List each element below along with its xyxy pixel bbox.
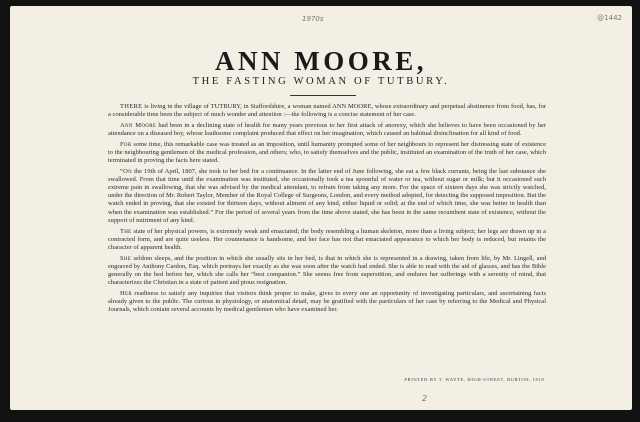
paragraph-text: seldom sleeps, and the position in which she usually sits in her bed, is that in which she is represented in a drawing, taken from life, by Mr. Lingell, and engraved by Anthony Cardon, Esq. which portrays her exactly as she was soon after the watch had ended. She is able to read with the aid of glasses, and has the Bible generally on the bed before her, which she calls her “best companion.” She seems free from superstition, and endures her sufferings with a serenity of mind, that characterizes the Christian in a state of patient and pious resignation. (108, 254, 546, 286)
paragraph-2 (108, 122, 546, 138)
paragraph-3 (108, 141, 546, 165)
paragraph-lead: THERE (120, 103, 143, 110)
pencil-annotation-top: 1970s (302, 15, 324, 23)
paragraph-text: had been in a declining state of health for many years previous to her first attack of anorexy, which she believes to have been occasioned by her attendance on a diseased boy, whose loathsome complaint produced that effect on her imagination, which caused an habitual disinclination for all kind of food. (108, 121, 547, 138)
paragraph-4 (108, 168, 546, 225)
paragraph-text: state of her physical powers, is extremely weak and emaciated; the body resembling a human skeleton, more than a living subject; her legs are drawn up in a contracted form, and are quite useless. Her countenance is handsome, and her face has not that emaciated appearance to which her body is reduced, but retains the character of apparent health. (108, 227, 547, 251)
paragraph-6 (108, 255, 546, 287)
pencil-annotation-bottom: 2 (422, 394, 428, 403)
paragraph-text: the 19th of April, 1807, she took to her bed for a continuance. In the latter end of June following, she eat a few black currants, being the last substance she swallowed. From that time until the examination was instituted, she occasionally took a tea spoonful of water or tea, without sugar or milk; but it occasioned such extreme pain in swallowing, that she was advised by the medical attendant, to refrain from taking any more. For the space of sixteen days she was strictly watched, under the direction of Mr. Robert Taylor, Member of the Royal College of Surgeons, London, and every method adopted, for detecting the supposed imposition. But the watch ended in proving, that she existed for thirteen days, without aliment of any kind, either liquid or solid; at the end of which time, she was better in health than when the examination was established.” For the period of several years from the time above stated, she has been in the same recumbent state of existence, without the support of nutriment of any kind. (108, 168, 546, 224)
paragraph-1 (108, 103, 546, 119)
paragraph-lead: She (120, 254, 132, 262)
paragraph-text: some time, this remarkable case was treated as an imposition, until humanity prompted some of her neighbours to represent her distressing state of existence to the neighbouring gentlemen of the medical profession, and others; who, to satisfy themselves and the public, instituted an examination of the truth of her case, which terminated in proving the facts here stated. (108, 140, 547, 165)
title-rule (290, 95, 356, 96)
paragraph-text: is living in the village of TUTBURY, in Staffordshire, a woman named ANN MOORE, whose extraordinary and perpetual abstinence from food, has, for a considerable time been the subject of much wonder and attention :—the following is a concise statement of her case. (108, 103, 546, 119)
printer-imprint: PRINTED BY T. WAYTE, HIGH-STREET, BURTON, 1818. (404, 377, 546, 382)
printed-sheet (10, 6, 632, 410)
paragraph-lead: For (120, 140, 132, 148)
document-subtitle: THE FASTING WOMAN OF TUTBURY. (192, 76, 450, 87)
paragraph-7 (108, 290, 546, 314)
paragraph-text: readiness to satisfy any inquiries that visitors think proper to make, gives to every one an opportunity of investigating particulars, and ascertaining facts already given to the public. The curious in physiology, or anatomical detail, may be gratified with the particulars of her case by referring to the Medical and Physical Journals, which contain several accounts by medical gentlemen who have examined her. (108, 289, 547, 313)
document-title: ANN MOORE, (215, 46, 427, 76)
paragraph-lead: Her (120, 289, 132, 297)
pencil-annotation-right: @1442 (597, 14, 622, 22)
paragraph-lead: Ann Moore (120, 121, 157, 129)
body-text (108, 103, 546, 317)
paragraph-lead: The (120, 227, 132, 235)
paragraph-5 (108, 228, 546, 252)
paragraph-lead: “On (120, 168, 133, 176)
